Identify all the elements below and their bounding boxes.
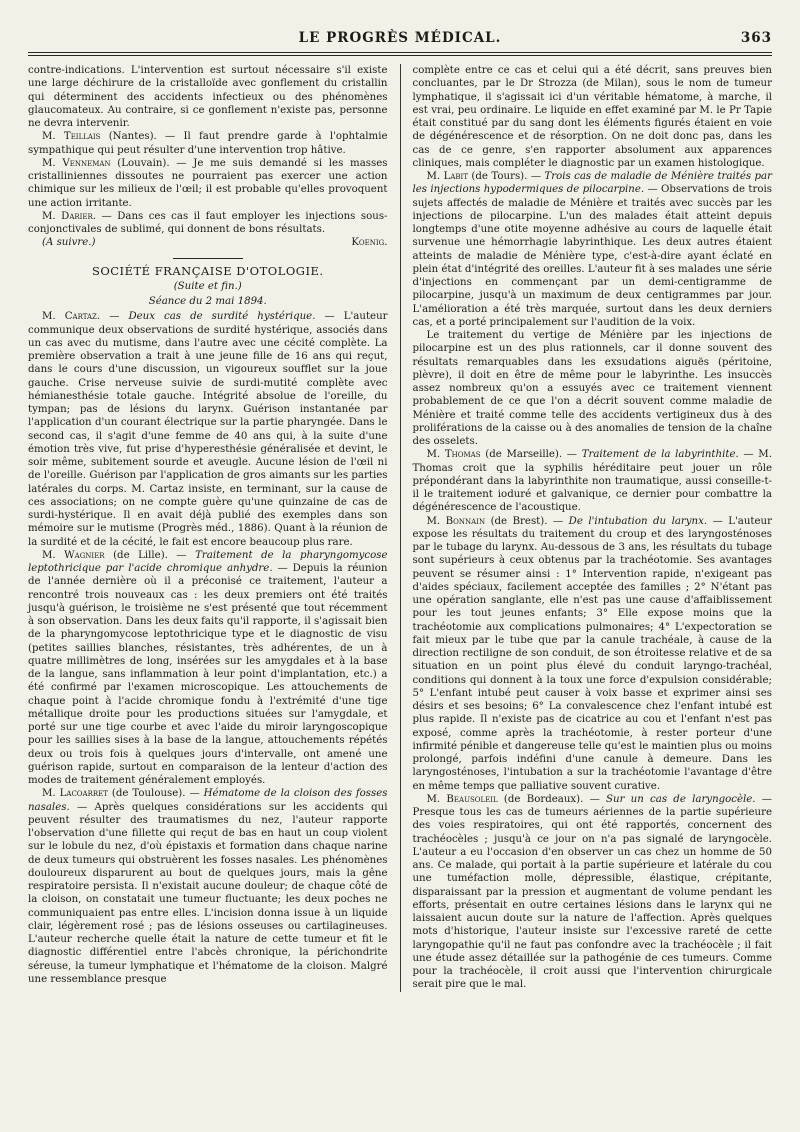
header-rule — [28, 52, 772, 53]
speaker-place: (de Brest). — [485, 515, 548, 527]
communication-title: — De l'intubation du larynx. — [547, 515, 708, 527]
paragraph-text: — M. Thomas croit que la syphilis héréditaire peut jouer un rôle prépondérant dans la labyrinthite non traumatique, aussi conseille-t-il le traitement ioduré et galvanique, ce dernier pour combattre la dégénérescence de l'acoustique. — [412, 449, 772, 514]
running-head — [28, 30, 772, 50]
paragraph-text: — Dans ces cas il faut employer les injections sous-conjonctivales de sublimé, qui donnent de bons résultats. — [28, 210, 388, 235]
right-column — [407, 64, 773, 992]
right-paragraph-5 — [413, 515, 773, 793]
right-paragraph-1: complète entre ce cas et celui qui a été décrit, sans preuves bien concluantes, par le Dr Strozza (de Milan), sous le nom de tumeur lymphatique, il s'agissait ici d'un véritable hématome, à marche, il est vrai, peu ordinaire. Le liquide en effet examiné par M. le Pr Tapie était constitué par du sang dont les éléments figurés étaient en voie de dégénérescence et de résorption. On ne doit donc pas, dans les cas de ce genre, s'en rapporter absolument aux apparences cliniques, mais compléter le diagnostic par un examen histologique. — [412, 65, 772, 169]
left-paragraph-6 — [28, 549, 388, 788]
paragraph-text: — Depuis la réunion de l'année dernière où il a préconisé ce traitement, l'auteur a rencontré trois nouveaux cas : les deux premiers ont été traités jusqu'à guérison, le troisième ne s'est présenté que tout récemment à son observation. Dans les deux faits qu'il rapporte, il s'agissait bien de la pharyngomycose leptothricique type et le diagnostic de visu (petites saillies blanches, résistantes, très adhérentes, de un à quatre millimètres de long, insérées sur les amygdales et à la base de la langue, sans inflammation à leur point d'implantation, etc.) a été confirmé par l'examen microscopique. Les attouchements de chaque point à l'acide chromique fondu à l'extrémité d'une tige métallique droite pour les productions situées sur l'amygdale, et porté sur une tige courbe et avec l'aide du miroir laryngoscopique pour les saillies sises à la base de la langue, attouchements répétés deux ou trois fois à quelques jours d'intervalle, ont amené une guérison rapide, surtout en comparaison de la lenteur d'action des modes de traitement généralement employés. — [28, 563, 388, 786]
left-paragraph-1: contre-indications. L'intervention est surtout nécessaire s'il existe une large déchirure de la cristalloïde avec gonflement du cristallin qui déterminent des accidents infectieux ou des phénomènes glaucomateux. Au contraire, si ce gonflement n'existe pas, personne ne devra intervenir. — [28, 65, 388, 129]
speaker-place: (de Bordeaux). — [497, 793, 584, 805]
society-heading: SOCIÉTÉ FRANÇAISE D'OTOLOGIE. — [91, 263, 324, 278]
page-number: 363 — [740, 30, 772, 46]
right-paragraph-6 — [413, 793, 773, 992]
header-rule-2 — [28, 55, 772, 56]
author-signature: Koenig. — [351, 237, 388, 249]
paragraph-text: — Observations de trois sujets affectés de maladie de Ménière et traités avec succès par les injections de pilocarpine. L'un des malades était atteint depuis longtemps d'une otite moyenne adhésive au cours de laquelle était survenue une hémorrhagie labyrinthique. Les deux autres étaient atteints de maladie de Ménière type, c'est-à-dire ayant éclaté en plein état d'intégrité des oreilles. L'auteur fit à ses malades une série d'injections en commençant par un demi-centigramme de pilocarpine, jusqu'à un maximum de deux centigrammes par jour. L'amélioration a été très marquée, surtout dans les deux derniers cas, et a porté principalement sur l'audition de la voix. — [412, 184, 772, 328]
speaker-name: M. Lacoarret — [42, 788, 108, 800]
right-paragraph-3: Le traitement du vertige de Ménière par les injections de pilocarpine est un des plus rationnels, car il donne souvent des résultats remarquables dans les exsudations aiguës (péritoine, plèvre), il doit en être de même pour le labyrinthe. Les insuccès assez nombreux qu'on a essuyés avec ce traitement viennent probablement de ce que l'on a décrit souvent comme maladie de Ménière et traité comme telle des accidents vertigineux dus à des proliférations de la caisse ou à des anomalies de tension de la chaîne des osselets. — [412, 330, 772, 447]
speaker-place: (de Lille). — [104, 549, 168, 561]
speaker-name: M. Bonnain — [426, 515, 486, 527]
communication-title: — Trois cas de maladie de Ménière traités par les injections hypodermiques de pilocarpine. — [412, 171, 772, 196]
speaker-name: M. Venneman — [42, 157, 111, 169]
speaker-name: M. Cartaz. — [42, 311, 101, 323]
communication-title: — Sur un cas de laryngocèle. — [583, 793, 756, 805]
journal-title: LE PROGRÈS MÉDICAL. — [298, 30, 502, 46]
left-paragraph-2 — [28, 130, 388, 157]
speaker-name: M. Beausoleil — [426, 793, 498, 805]
left-paragraph-4 — [28, 210, 388, 237]
speaker-place: (de Toulouse). — [107, 788, 186, 800]
society-subtitle: (Suite et fin.) — [173, 280, 242, 292]
paragraph-text: — L'auteur communique deux observations de surdité hystérique, associés dans un cas avec du mutisme, dans l'autre avec une cécité complète. La première observation a trait à une jeune fille de 16 ans qui reçut, dans le cours d'une discussion, un vigoureux soufflet sur la joue gauche. Crise nerveuse suivie de surdi-mutité complète avec hémianesthésie totale gauche. Intégrité absolue de l'oreille, du tympan; pas de lésions du larynx. Guérison instantanée par l'application d'un courant électrique sur la partie pharyngée. Dans le second cas, il s'agit d'une femme de 40 ans qui, à la suite d'une émotion très vive, fut prise d'hyperesthésie généralisée et devint, le soir même, subitement sourde et aveugle. Aucune lésion de l'œil ni de l'oreille. Guérison par l'application de gros aimants sur les parties latérales du corps. M. Cartaz insiste, en terminant, sur la cause de ces associations; on ne compte guère qu'une quinzaine de cas de surdi-hystérique. Il en avait déjà publié des exemples dans son mémoire sur le mutisme (Progrès méd., 1886). Quant à la réunion de la surdité et de la cécité, le fait est encore beaucoup plus rare. — [28, 311, 388, 548]
paragraph-text: — L'auteur expose les résultats du traitement du croup et des laryngosténoses par le tubage du larynx. Au-dessous de 3 ans, les résultats du tubage sont supérieurs à ceux obtenus par la trachéotomie. Ses avantages peuvent se résumer ainsi : 1° Intervention rapide, n'exigeant pas d'aides spéciaux, facilement acceptée des familles ; 2° N'étant pas une opération sanglante, elle n'est pas une cause d'affaiblissement pour les tout jeunes enfants; 3° Elle expose moins que la trachéotomie aux complications pulmonaires; 4° L'expectoration se fait mieux par le tube que par la canule trachéale, à cause de la direction rectiligne de son conduit, de son étroitesse relative et de sa situation en un point plus élevé du conduit laryngo-trachéal, conditions qui donnent à la toux une force d'expulsion considérable; 5° L'enfant intubé peut causer à voix basse et exprimer ainsi ses désirs et ses besoins; 6° La convalescence chez l'enfant intubé est plus rapide. Il n'existe pas de cicatrice au cou et l'enfant n'est pas exposé, comme après la trachéotomie, à rester porteur d'une infirmité pénible et dangereuse telle qu'est le maintien plus ou moins prolongé, parfois indéfini d'une canule à demeure. Dans les laryngosténoses, l'intubation a sur la trachéotomie l'avantage d'être en même temps que palliative souvent curative. — [412, 515, 772, 792]
communication-title: — Traitement de la pharyngomycose leptothricique par l'acide chromique anhydre. — [28, 549, 388, 574]
left-column — [28, 64, 394, 992]
section-separator — [173, 258, 243, 259]
column-divider — [400, 64, 401, 992]
paragraph-text: (Nantes). — Il faut prendre garde à l'ophtalmie sympathique qui peut résulter d'une intervention trop hâtive. — [28, 131, 388, 156]
paragraph-text: — Presque tous les cas de tumeurs aériennes de la partie supérieure des voies respiratoires, qui ont été rapportés, concernent des trachéocèles ; jusqu'à ce jour on n'a pas signalé de laryngocèle. L'auteur a eu l'occasion d'en observer un cas chez un homme de 50 ans. Ce malade, qui portait à la partie supérieure et latérale du cou une tuméfaction molle, dépressible, élastique, crépitante, disparaissant par la pression et augmentant de volume pendant les efforts, présentait en outre certaines lésions dans le larynx qui ne laissaient aucun doute sur la nature de l'affection. Après quelques mots d'historique, l'auteur insiste sur l'excessive rareté de cette laryngopathie qu'il ne faut pas confondre avec la trachéocèle ; il fait une étude assez détaillée sur la pathogénie de ces tumeurs. Comme pour la trachéocèle, il croit aussi que l'intervention chirurgicale serait pire que le mal. — [412, 793, 772, 991]
communication-title: — Deux cas de surdité hystérique. — [100, 311, 316, 323]
section-footer — [28, 236, 388, 249]
speaker-place: (de Marseille). — [480, 449, 563, 461]
two-column-body — [28, 64, 772, 992]
left-paragraph-5 — [28, 310, 388, 549]
paragraph-text: — Après quelques considérations sur les accidents qui peuvent résulter des traumatismes du nez, l'auteur rapporte l'observation d'une fillette qui reçut de bas en haut un coup violent sur le lobule du nez, d'où épistaxis et formation dans chaque narine de deux tumeurs qui obstruèrent les fosses nasales. Les phénomènes douloureux disparurent au bout de quelques jours, mais la gêne respiratoire persista. Il n'existait aucune douleur; de chaque côté de la cloison, on constatait une tumeur fluctuante; les deux poches ne communiquaient pas entre elles. L'incision donna issue à un liquide clair, légèrement rosé ; pas de lésions osseuses ou cartilagineuses. L'auteur recherche quelle était la nature de cette tumeur et fit le diagnostic différentiel entre l'abcès chronique, la périchondrite séreuse, la tumeur lymphatique et l'hématome de la cloison. Malgré une ressemblance presque — [28, 801, 388, 985]
speaker-place: (de Tours). — [468, 171, 528, 182]
right-paragraph-2 — [413, 170, 773, 329]
to-be-continued: (A suivre.) — [42, 237, 96, 249]
speaker-name: M. Teillais — [42, 131, 101, 143]
left-paragraph-3 — [28, 157, 388, 210]
speaker-name: M. Thomas — [426, 449, 481, 461]
speaker-name: M. Wagnier — [42, 549, 105, 561]
session-date: Séance du 2 mai 1894. — [148, 296, 267, 307]
speaker-name: M. Darier. — [42, 210, 97, 222]
communication-title: — Traitement de la labyrinthite. — [562, 449, 739, 461]
speaker-name: M. Labit — [426, 171, 468, 182]
left-paragraph-7 — [28, 787, 388, 986]
paragraph-text: (Louvain). — Je me suis demandé si les masses cristalliniennes dissoutes ne pourraient pas exercer une action chimique sur les milieux de l'œil; il est probable qu'elles provoquent une action irritante. — [28, 157, 388, 209]
right-paragraph-4 — [413, 448, 773, 514]
communication-title: — Hématome de la cloison des fosses nasales. — [28, 788, 388, 813]
